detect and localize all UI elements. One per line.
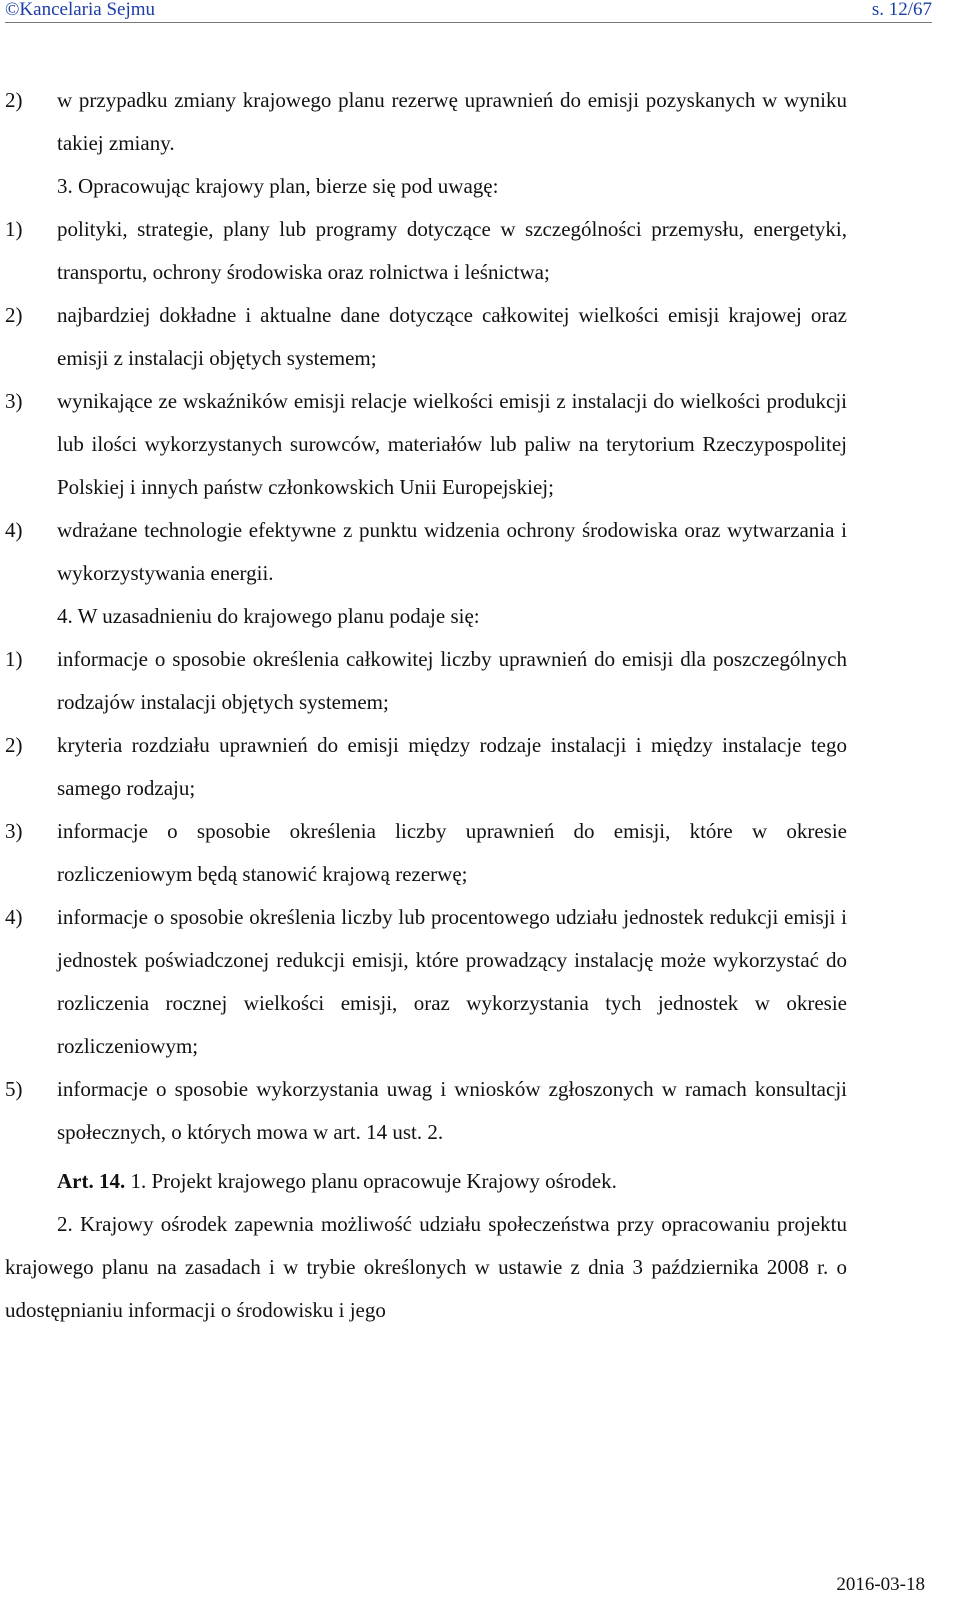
list-text: kryteria rozdziału uprawnień do emisji między rodzaje instalacji i między instalacje tego samego rodzaju;: [57, 733, 847, 800]
list-item: [5, 896, 847, 1068]
list-item: [5, 810, 847, 896]
header-divider: [5, 22, 932, 23]
list-item: [5, 509, 847, 595]
list-text: informacje o sposobie określenia liczby uprawnień do emisji, które w okresie rozliczeniowym będą stanowić krajową rezerwę;: [57, 819, 847, 886]
list-text: wdrażane technologie efektywne z punktu widzenia ochrony środowiska oraz wytwarzania i wykorzystywania energii.: [57, 518, 847, 585]
list-number: 2): [5, 88, 23, 112]
list-number: 4): [5, 518, 23, 542]
list-text: informacje o sposobie wykorzystania uwag i wniosków zgłoszonych w ramach konsultacji społecznych, o których mowa w art. 14 ust. 2.: [57, 1077, 847, 1144]
list-item: [5, 380, 847, 509]
list-text: najbardziej dokładne i aktualne dane dotyczące całkowitej wielkości emisji krajowej oraz emisji z instalacji objętych systemem;: [57, 303, 847, 370]
list-number: 2): [5, 303, 23, 327]
list-text: wynikające ze wskaźników emisji relacje wielkości emisji z instalacji do wielkości produkcji lub ilości wykorzystanych surowców, materiałów lub paliw na terytorium Rzeczypospolitej Polskiej i innych państw członkowskich Unii Europejskiej;: [57, 389, 847, 499]
list-number: 5): [5, 1077, 23, 1101]
copyright-label: ©Kancelaria Sejmu: [5, 0, 156, 20]
list-item: [5, 208, 847, 294]
list-text: polityki, strategie, plany lub programy dotyczące w szczególności przemysłu, energetyki, transportu, ochrony środowiska oraz rolnictwa i leśnictwa;: [57, 217, 847, 284]
article-14-para-1: [5, 1160, 847, 1203]
list-number: 3): [5, 389, 23, 413]
list-text: informacje o sposobie określenia całkowitej liczby uprawnień do emisji dla poszczególnych rodzajów instalacji objętych systemem;: [57, 647, 847, 714]
list-item: [5, 294, 847, 380]
list-item: [5, 638, 847, 724]
section-intro: 3. Opracowując krajowy plan, bierze się pod uwagę:: [57, 174, 499, 198]
document-body: [5, 79, 847, 1332]
article-14-para-2: 2. Krajowy ośrodek zapewnia możliwość udziału społeczeństwa przy opracowaniu projektu krajowego planu na zasadach i w trybie określonych w ustawie z dnia 3 października 2008 r. o udostępnianiu informacji o środowisku i jego: [5, 1212, 847, 1322]
list-number: 1): [5, 217, 23, 241]
article-text: 1. Projekt krajowego planu opracowuje Krajowy ośrodek.: [125, 1169, 617, 1193]
list-number: 4): [5, 905, 23, 929]
list-number: 2): [5, 733, 23, 757]
list-item: [5, 79, 847, 165]
list-item: [5, 1068, 847, 1154]
article-label: Art. 14.: [57, 1169, 126, 1193]
list-number: 3): [5, 819, 23, 843]
page-header: [5, 0, 932, 22]
page-number: s. 12/67: [871, 0, 932, 20]
list-item: [5, 724, 847, 810]
footer-date: 2016-03-18: [836, 1574, 925, 1595]
section-intro: 4. W uzasadnieniu do krajowego planu podaje się:: [57, 604, 480, 628]
list-number: 1): [5, 647, 23, 671]
list-text: informacje o sposobie określenia liczby lub procentowego udziału jednostek redukcji emisji i jednostek poświadczonej redukcji emisji, które prowadzący instalację może wykorzystać do rozliczenia rocznej wielkości emisji, oraz wykorzystania tych jednostek w okresie rozliczeniowym;: [57, 905, 847, 1058]
list-text: w przypadku zmiany krajowego planu rezerwę uprawnień do emisji pozyskanych w wyniku takiej zmiany.: [57, 88, 847, 155]
